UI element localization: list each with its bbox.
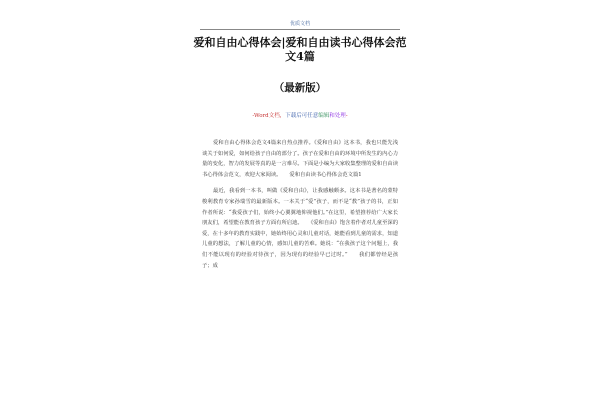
document-subtitle: （最新版）	[273, 82, 327, 94]
header-tag: 优质文档	[289, 21, 310, 27]
notice-part-2: 下载后可任意	[285, 113, 319, 119]
notice-dash-right: -	[345, 113, 348, 119]
edit-notice	[0, 111, 600, 119]
notice-part-3: 编辑	[318, 113, 330, 119]
notice-dash-left: -	[252, 113, 254, 119]
header-divider	[200, 29, 400, 30]
notice-part-4: 和处理	[329, 113, 346, 119]
body-paragraph: 最近，我看到一本书，叫做《爱和自由》，让我感触颇多。这本书是著名的蒙特梭利教育专家孙瑞雪的最新版本。一本关于“爱”孩子，而不是“教”孩子的书，正如作者所说：“我爱孩子们，始终小心翼翼地仰视他们。”在这里，希望推荐给广大家长朋友们，希望能在教育孩子方面有所启迪。 《爱和自由》饱含着作者对儿童至深的爱，在十多年的教育实践中，她始终用心灵和儿童对话，她能看到儿童的需求，知道儿童的想法，了解儿童的心情，感知儿童的苦难。她说：“在我孩子这个问题上，我们不能以现有的经验对待孩子，因为现有的经验早已过时。” 我们都曾经是孩子；成	[202, 188, 398, 269]
document-title: 爱和自由心得体会|爱和自由读书心得体会范文4篇	[193, 36, 407, 63]
document-body	[202, 138, 398, 277]
body-paragraph: 爱和自由心得体会范文4篇来自热点推荐。《爱和自由》这本书，我也只能先浅谈关于如何爱，如何给孩子自由的部分了。孩子在爱和自由的环境中所发生的内心力量的变化，智力的发展等真的是一言难尽。下面是小编为大家收集整理的爱和自由读书心得体会范文，欢迎大家阅读。 爱和自由读书心得体会范文篇1	[202, 140, 398, 178]
notice-part-1: Word文档，	[253, 113, 286, 119]
